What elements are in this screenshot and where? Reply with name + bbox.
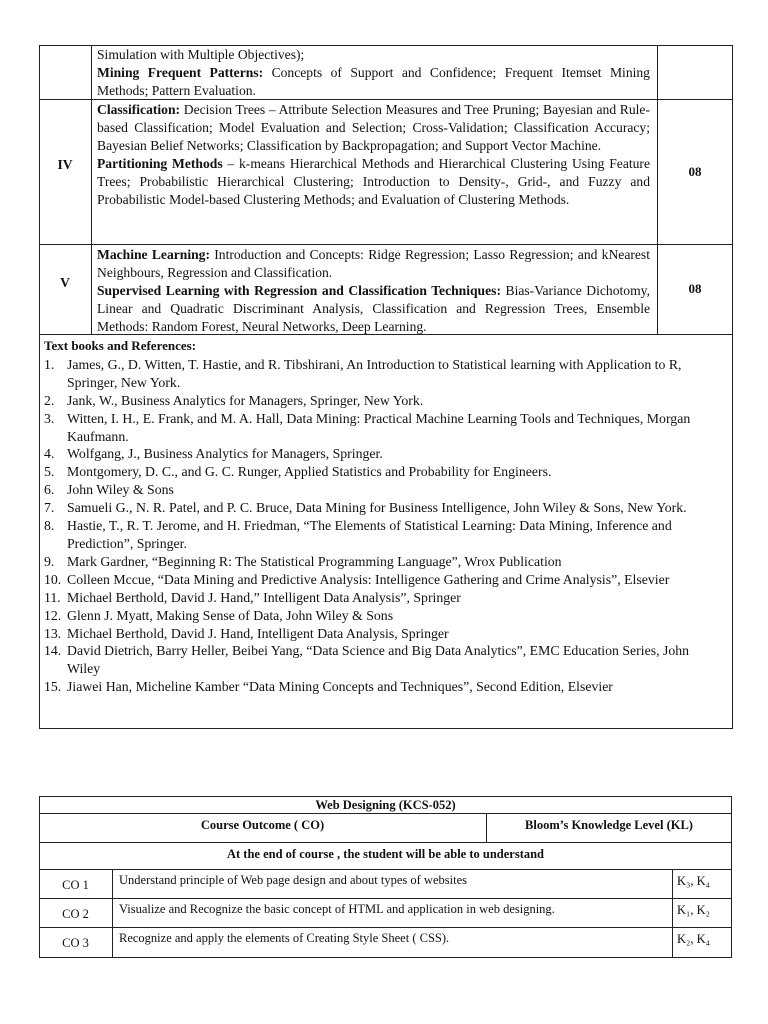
co-knowledge-level: K₂, K₄ (677, 932, 711, 946)
reference-number: 2. (44, 392, 55, 408)
row-divider (39, 244, 733, 245)
reference-text: Mark Gardner, “Beginning R: The Statistical Programming Language”, Wrox Publication (67, 553, 562, 569)
topic-paragraph: Machine Learning: Introduction and Concepts: Ridge Regression; Lasso Regression; and kNearest Neighbours, Regression and Classification. (97, 247, 650, 280)
reference-number: 4. (44, 446, 55, 462)
co-column-header: Course Outcome ( CO) (200, 818, 325, 832)
row-divider (39, 898, 732, 899)
reference-number: 9. (44, 553, 55, 569)
co-knowledge-level: K₃, K₄ (677, 874, 711, 888)
co-id: CO 1 (62, 878, 89, 892)
reference-item (44, 678, 724, 696)
reference-text: Colleen Mccue, “Data Mining and Predictive Analysis: Intelligence Gathering and Crime Analysis”, Elsevier (67, 571, 670, 587)
co-description: Visualize and Recognize the basic concept of HTML and application in web designing. (119, 902, 555, 916)
reference-number: 6. (44, 482, 55, 498)
reference-text: Samueli G., N. R. Patel, and P. C. Bruce, Data Mining for Business Intelligence, John Wiley & Sons, New York. (67, 500, 687, 516)
topic-paragraph: Mining Frequent Patterns: Concepts of Support and Confidence; Frequent Itemset Mining Methods; Pattern Evaluation. (97, 65, 650, 98)
co-description: Recognize and apply the elements of Creating Style Sheet ( CSS). (119, 931, 450, 945)
reference-number: 15. (44, 679, 62, 695)
reference-text: Montgomery, D. C., and G. C. Runger, Applied Statistics and Probability for Engineers. (67, 464, 552, 480)
reference-item (44, 392, 724, 410)
reference-item (44, 607, 724, 625)
row-divider (39, 927, 732, 928)
reference-number: 11. (44, 589, 61, 605)
reference-text: Michael Berthold, David J. Hand,” Intelligent Data Analysis”, Springer (67, 589, 461, 605)
reference-text: Wolfgang, J., Business Analytics for Managers, Springer. (67, 446, 383, 462)
row-divider (39, 813, 732, 814)
topic-paragraph: Supervised Learning with Regression and Classification Techniques: Bias-Variance Dichotomy, Linear and Quadratic Discriminant Analysis, Classification and Regression Trees, Ensemble Methods: Random Forest, Neural Networks, Deep Learning. (97, 283, 650, 334)
reference-item (44, 589, 724, 607)
reference-item (44, 463, 724, 481)
co-id: CO 3 (62, 936, 89, 950)
co-description: Understand principle of Web page design and about types of websites (119, 873, 467, 887)
reference-item (44, 499, 724, 517)
course-intro: At the end of course , the student will be able to understand (226, 847, 545, 861)
unit-number: IV (57, 157, 73, 172)
references-title: Text books and References: (44, 338, 197, 353)
lecture-hours: 08 (688, 281, 702, 296)
reference-text: Jank, W., Business Analytics for Managers, Springer, New York. (67, 392, 424, 408)
row-divider (39, 842, 732, 843)
reference-item (44, 553, 724, 571)
reference-text: John Wiley & Sons (67, 482, 174, 498)
reference-number: 1. (44, 356, 55, 372)
unit-number: V (60, 275, 70, 290)
reference-item (44, 517, 724, 553)
column-divider (112, 869, 113, 958)
column-divider (672, 869, 673, 958)
reference-item (44, 410, 724, 446)
reference-text: James, G., D. Witten, T. Hastie, and R. Tibshirani, An Introduction to Statistical learning with Application to R, Springer, New York. (67, 356, 682, 390)
reference-number: 3. (44, 410, 55, 426)
reference-text: Glenn J. Myatt, Making Sense of Data, John Wiley & Sons (67, 607, 394, 623)
kl-column-header: Bloom’s Knowledge Level (KL) (525, 818, 693, 832)
reference-number: 14. (44, 643, 62, 659)
reference-item (44, 642, 724, 678)
reference-item (44, 481, 724, 499)
reference-item (44, 625, 724, 643)
references-section (44, 337, 724, 696)
co-id: CO 2 (62, 907, 89, 921)
reference-number: 5. (44, 464, 55, 480)
topic-cell (97, 246, 650, 336)
reference-item (44, 571, 724, 589)
reference-text: Jiawei Han, Micheline Kamber “Data Mining Concepts and Techniques”, Second Edition, Elsevier (67, 679, 613, 695)
reference-text: David Dietrich, Barry Heller, Beibei Yang, “Data Science and Big Data Analytics”, EMC Education Series, John Wiley (67, 643, 690, 677)
topic-paragraph: Partitioning Methods – k-means Hierarchical Methods and Hierarchical Clustering Using Feature Trees; Probabilistic Hierarchical Clustering; Introduction to Density-, Grid-, and Fuzzy and Probabilistic Model-based Clustering Methods; and Evaluation of Clustering Methods. (97, 156, 650, 207)
reference-text: Hastie, T., R. T. Jerome, and H. Friedman, “The Elements of Statistical Learning: Data Mining, Inference and Prediction”, Springer. (67, 518, 672, 551)
reference-text: Michael Berthold, David J. Hand, Intelligent Data Analysis, Springer (67, 625, 449, 641)
reference-number: 12. (44, 607, 62, 623)
column-divider (91, 45, 92, 335)
references-list (44, 356, 724, 696)
row-divider (39, 869, 732, 870)
reference-item (44, 356, 724, 392)
course-title: Web Designing (KCS-052) (315, 798, 456, 812)
reference-number: 7. (44, 500, 55, 516)
reference-number: 8. (44, 518, 55, 534)
lecture-hours: 08 (688, 164, 702, 179)
reference-number: 13. (44, 625, 62, 641)
topic-paragraph: Classification: Decision Trees – Attribute Selection Measures and Tree Pruning; Bayesian and Rule-based Classification; Model Evaluation and Selection; Cross-Validation; Classification Accuracy; Bayesian Belief Networks; Classification by Backpropagation; and Support Vector Machine. (97, 102, 650, 153)
topic-paragraph: Simulation with Multiple Objectives); (97, 47, 305, 62)
co-knowledge-level: K₁, K₂ (677, 903, 711, 917)
topic-cell (97, 101, 650, 209)
reference-number: 10. (44, 571, 62, 587)
reference-item (44, 445, 724, 463)
reference-text: Witten, I. H., E. Frank, and M. A. Hall, Data Mining: Practical Machine Learning Tools and Techniques, Morgan Kaufmann. (67, 410, 691, 444)
topic-cell (97, 46, 650, 100)
